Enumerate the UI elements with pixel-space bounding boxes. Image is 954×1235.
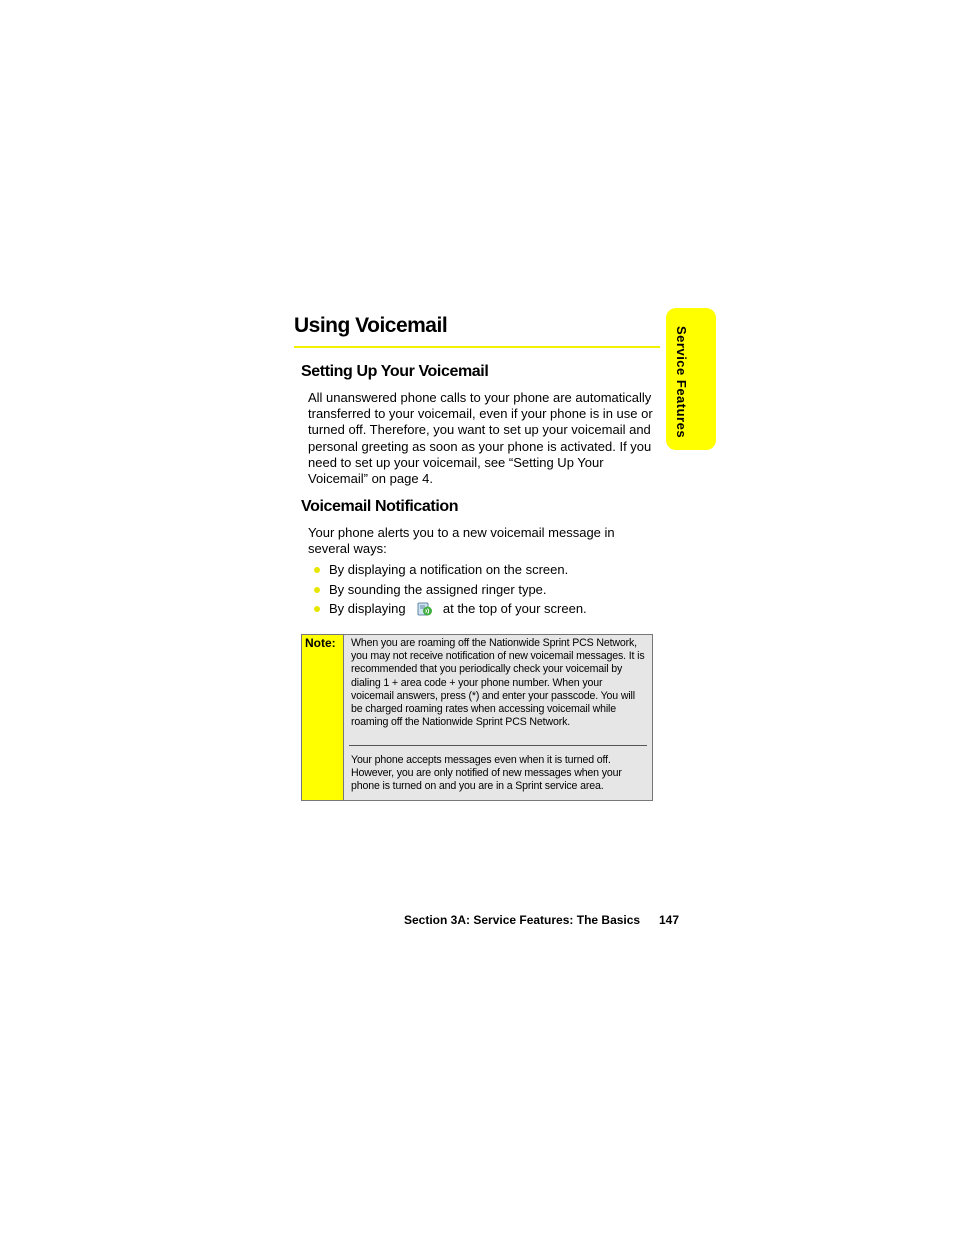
list-item [312,561,587,581]
note-divider [349,745,647,746]
voicemail-icon [417,601,433,617]
note-box [301,634,653,801]
note-label-cell [302,635,344,800]
note-paragraph-power: Your phone accepts messages even when it is turned off. However, you are only notified of new messages when your phone is turned on and you are in a Sprint service area. [351,754,622,793]
page-number: 147 [659,913,680,927]
section-heading-notification: Voicemail Notification [301,498,459,515]
notification-intro: Your phone alerts you to a new voicemail message in several ways: [308,525,615,557]
list-item-text: By displaying [329,601,406,616]
notification-list [312,561,587,620]
side-tab-label: Service Features [674,326,689,439]
title-underline [294,346,660,348]
note-label: Note: [305,636,336,650]
section-heading-setup: Setting Up Your Voicemail [301,363,489,380]
list-item-text-after: at the top of your screen. [442,601,587,616]
setup-paragraph: All unanswered phone calls to your phone are automatically transferred to your voicemail, even if your phone is in use or turned off. Therefore, you want to set up your voicemail and personal greeting as soon as your phone is activated. If you need to set up your voicemail, see “Setting Up Your Voicemail” on page 4. [308,390,653,487]
page-title: Using Voicemail [294,314,448,337]
footer-section-title: Section 3A: Service Features: The Basics [404,913,641,927]
list-item [312,581,587,601]
bullet-icon [314,606,320,612]
bullet-icon [314,567,320,573]
list-item [312,600,587,620]
note-paragraph-roaming: When you are roaming off the Nationwide Sprint PCS Network, you may not receive notification of new voicemail messages. It is recommended that you periodically check your voicemail by dialing 1 + area code + your phone number. When your voicemail answers, press (*) and enter your passcode. You will be charged roaming rates when accessing voicemail while roaming off the Nationwide Sprint PCS Network. [351,637,645,729]
list-item-text: By displaying a notification on the screen. [329,562,569,577]
list-item-text: By sounding the assigned ringer type. [329,581,547,597]
bullet-icon [314,587,320,593]
